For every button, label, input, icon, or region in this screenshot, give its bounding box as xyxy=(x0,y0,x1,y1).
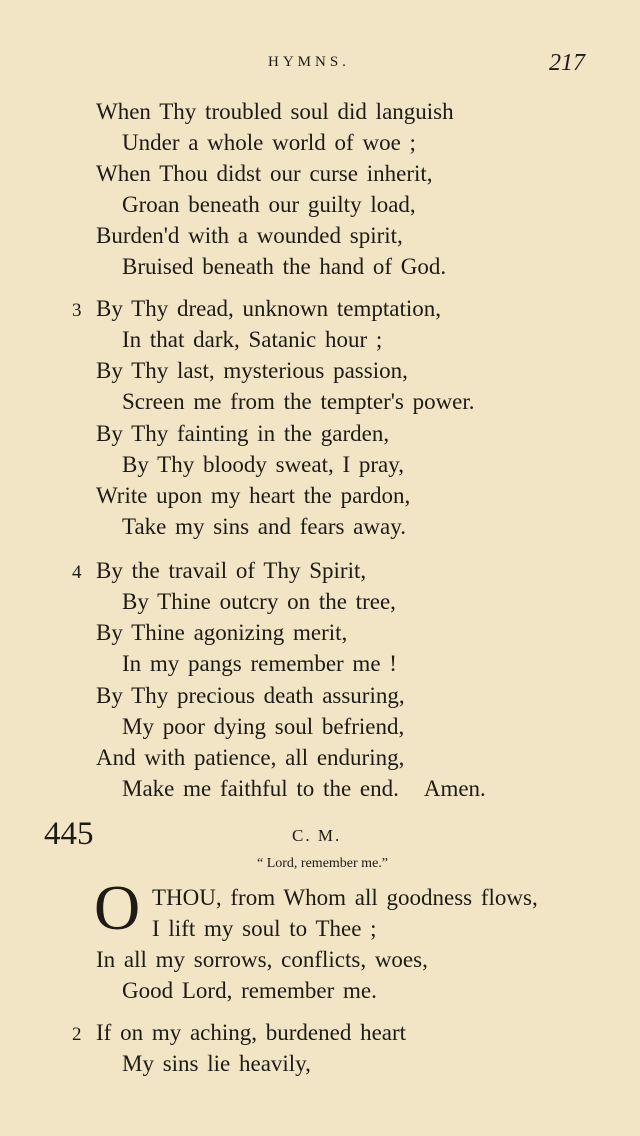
verse-line: By Thy dread, unknown temptation, xyxy=(96,296,442,321)
verse-line: By Thy fainting in the garden, xyxy=(96,421,390,446)
page-number: 217 xyxy=(549,50,585,76)
hymn-number: 445 xyxy=(44,816,94,852)
verse-line: By the travail of Thy Spirit, xyxy=(96,558,367,583)
drop-cap: O xyxy=(94,872,141,943)
running-title: HYMNS. xyxy=(268,54,350,70)
verse-line: By Thy last, mysterious passion, xyxy=(96,358,408,383)
verse-line: When Thou didst our curse inherit, xyxy=(96,161,433,186)
verse-line: My sins lie heavily, xyxy=(122,1051,311,1076)
verse-line: When Thy troubled soul did languish xyxy=(96,99,454,124)
verse-line: If on my aching, burdened heart xyxy=(96,1020,407,1045)
verse-number: 4 xyxy=(72,562,82,583)
verse-line: By Thine outcry on the tree, xyxy=(122,589,396,614)
verse-line: Take my sins and fears away. xyxy=(122,514,406,539)
verse-line: Make me faithful to the end. Amen. xyxy=(122,776,486,801)
verse-line: By Thine agonizing merit, xyxy=(96,620,348,645)
verse-line: In my pangs remember me ! xyxy=(122,651,397,676)
verse-line: Good Lord, remember me. xyxy=(122,978,377,1003)
verse-line: In that dark, Satanic hour ; xyxy=(122,327,383,352)
verse-line: Bruised beneath the hand of God. xyxy=(122,254,447,279)
verse-line: By Thy bloody sweat, I pray, xyxy=(122,452,405,477)
hymn-epigraph: “ Lord, remember me.” xyxy=(257,856,388,871)
verse-line: By Thy precious death assuring, xyxy=(96,683,405,708)
verse-line: THOU, from Whom all goodness flows, xyxy=(152,885,538,910)
verse-line: Under a whole world of woe ; xyxy=(122,130,416,155)
verse-line: Burden'd with a wounded spirit, xyxy=(96,223,403,248)
verse-number: 2 xyxy=(72,1024,82,1045)
verse-line: Screen me from the tempter's power. xyxy=(122,389,475,414)
verse-line: Write upon my heart the pardon, xyxy=(96,483,411,508)
verse-line: In all my sorrows, conflicts, woes, xyxy=(96,947,428,972)
verse-line: And with patience, all enduring, xyxy=(96,745,405,770)
verse-number: 3 xyxy=(72,300,82,321)
verse-line: Groan beneath our guilty load, xyxy=(122,192,416,217)
verse-line: My poor dying soul befriend, xyxy=(122,714,405,739)
running-head xyxy=(0,50,640,78)
verse-line: I lift my soul to Thee ; xyxy=(152,916,377,941)
hymn-meter: C. M. xyxy=(292,826,342,845)
